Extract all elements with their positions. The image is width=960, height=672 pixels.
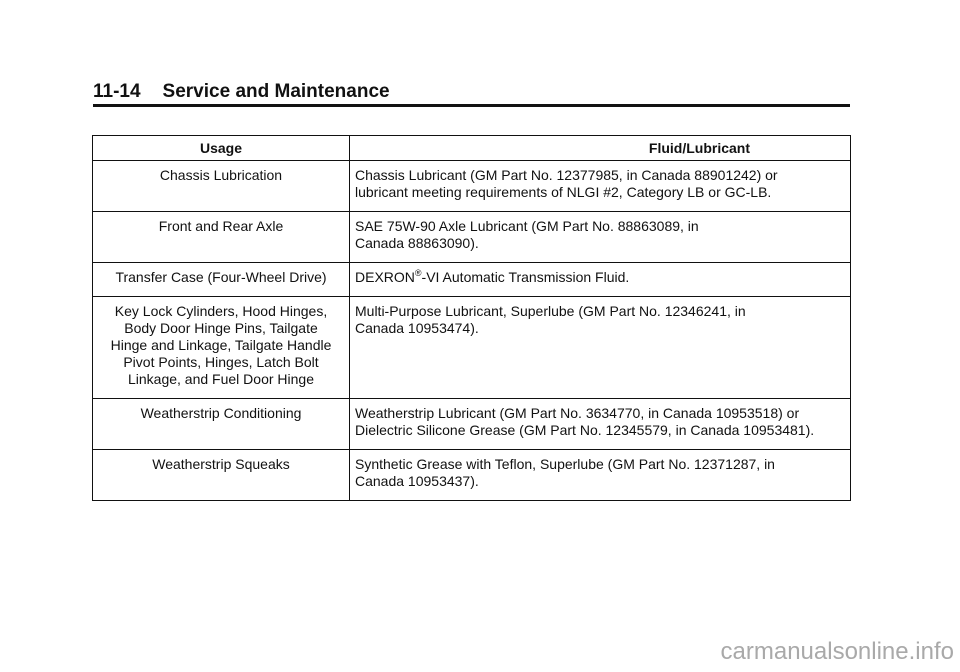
table-row xyxy=(93,161,851,212)
usage-line: Weatherstrip Squeaks xyxy=(152,456,290,472)
fluid-cell xyxy=(350,212,851,263)
fluid-line: Weatherstrip Lubricant (GM Part No. 3634770, in Canada 10953518) or xyxy=(355,405,800,421)
page-header xyxy=(93,80,390,104)
fluid-line: Chassis Lubricant (GM Part No. 12377985, in Canada 88901242) or xyxy=(355,167,778,183)
usage-line: Hinge and Linkage, Tailgate Handle xyxy=(110,337,332,353)
usage-line: Weatherstrip Conditioning xyxy=(140,405,302,421)
usage-cell xyxy=(93,297,350,399)
usage-line: Linkage, and Fuel Door Hinge xyxy=(127,371,314,387)
header-rule xyxy=(93,104,850,107)
table-header-row xyxy=(93,136,851,161)
usage-cell xyxy=(93,161,350,212)
fluid-line: Synthetic Grease with Teflon, Superlube (GM Part No. 12371287, in xyxy=(355,456,775,472)
fluid-line xyxy=(355,269,844,286)
fluid-prefix: DEXRON xyxy=(355,269,415,285)
page-number: 11-14 xyxy=(93,81,141,102)
usage-cell xyxy=(93,399,350,450)
usage-line: Body Door Hinge Pins, Tailgate xyxy=(124,320,318,336)
usage-cell xyxy=(93,450,350,501)
table-row xyxy=(93,297,851,399)
usage-line: Chassis Lubrication xyxy=(159,167,283,183)
fluid-line: Dielectric Silicone Grease (GM Part No. 12345579, in Canada 10953481). xyxy=(355,422,815,438)
usage-line: Front and Rear Axle xyxy=(158,218,284,234)
usage-line: Transfer Case (Four-Wheel Drive) xyxy=(115,269,327,285)
fluid-line: Canada 10953437). xyxy=(355,473,479,489)
table-row xyxy=(93,399,851,450)
fluid-line: Canada 88863090). xyxy=(355,235,479,251)
usage-cell xyxy=(93,212,350,263)
fluid-cell xyxy=(350,263,851,297)
fluid-cell xyxy=(350,161,851,212)
fluid-cell xyxy=(350,297,851,399)
watermark: carmanualsonline.info xyxy=(720,638,954,665)
usage-line: Pivot Points, Hinges, Latch Bolt xyxy=(123,354,319,370)
fluid-suffix: -VI Automatic Transmission Fluid. xyxy=(421,269,630,285)
section-title: Service and Maintenance xyxy=(162,81,390,102)
table-row xyxy=(93,212,851,263)
table-row xyxy=(93,263,851,297)
registered-mark: ® xyxy=(414,268,422,278)
fluid-cell xyxy=(350,450,851,501)
column-header-fluid-lubricant: Fluid/Lubricant xyxy=(350,136,851,161)
usage-cell xyxy=(93,263,350,297)
column-header-usage: Usage xyxy=(93,136,350,161)
fluid-line: Canada 10953474). xyxy=(355,320,479,336)
fluid-cell xyxy=(350,399,851,450)
table-row xyxy=(93,450,851,501)
fluid-line: lubricant meeting requirements of NLGI #2, Category LB or GC-LB. xyxy=(355,184,772,200)
usage-line: Key Lock Cylinders, Hood Hinges, xyxy=(114,303,328,319)
fluid-line: Multi-Purpose Lubricant, Superlube (GM Part No. 12346241, in xyxy=(355,303,746,319)
fluid-line: SAE 75W-90 Axle Lubricant (GM Part No. 88863089, in xyxy=(355,218,699,234)
fluids-lubricants-table xyxy=(92,135,851,501)
